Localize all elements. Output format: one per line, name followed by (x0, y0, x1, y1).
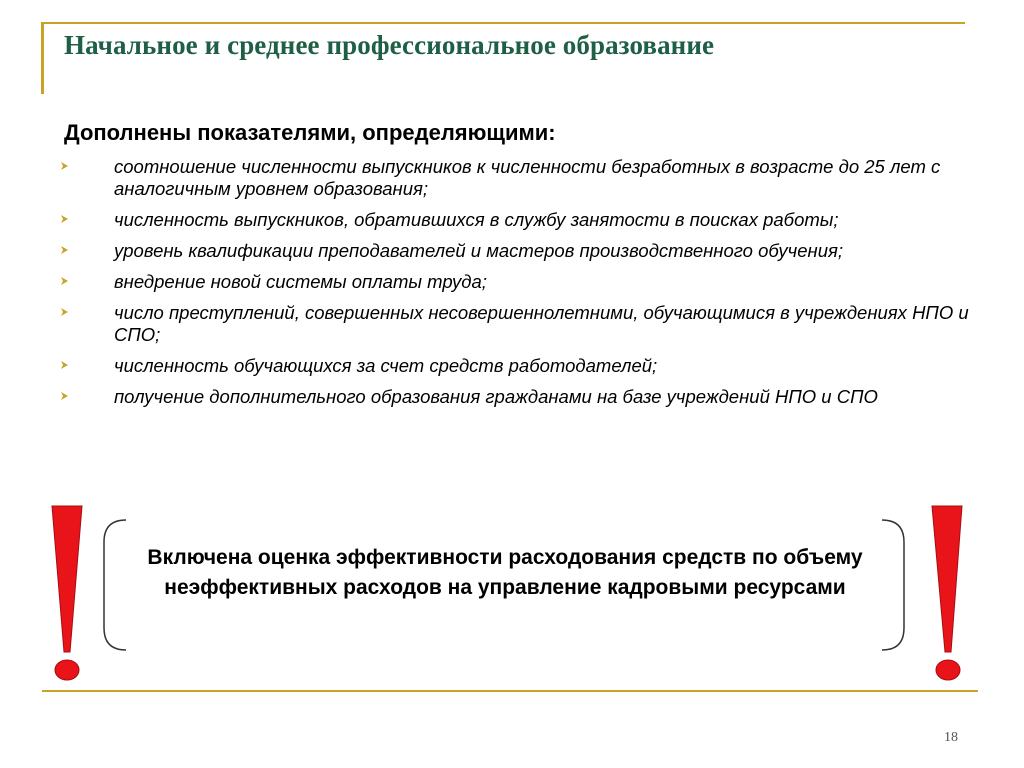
list-item-text: получение дополнительного образования гражданами на базе учреждений НПО и СПО (114, 386, 878, 407)
list-item-text: уровень квалификации преподавателей и мастеров производственного обучения; (114, 240, 844, 261)
list-item-text: численность обучающихся за счет средств работодателей; (114, 355, 658, 376)
list-item-text: внедрение новой системы оплаты труда; (114, 271, 487, 292)
section-heading: Дополнены показателями, определяющими: (64, 120, 556, 145)
footer-line (42, 690, 978, 692)
exclamation-right-icon (932, 506, 962, 680)
list-item-text: соотношение численности выпускников к численности безработных в возрасте до 25 лет с аналогичным уровнем образования; (114, 156, 941, 199)
list-item-text: численность выпускников, обратившихся в службу занятости в поисках работы; (114, 209, 839, 230)
page-number: 18 (944, 730, 958, 745)
slide-title: Начальное и среднее профессиональное образование (64, 30, 715, 60)
list-item-text: число преступлений, совершенных несовершеннолетними, обучающимися в учреждениях НПО и СПО; (114, 302, 969, 345)
callout-text: Включена оценка эффективности расходования средств по объему неэффективных расходов на управление кадровыми ресурсами (147, 546, 863, 599)
exclamation-left-icon (52, 506, 82, 680)
